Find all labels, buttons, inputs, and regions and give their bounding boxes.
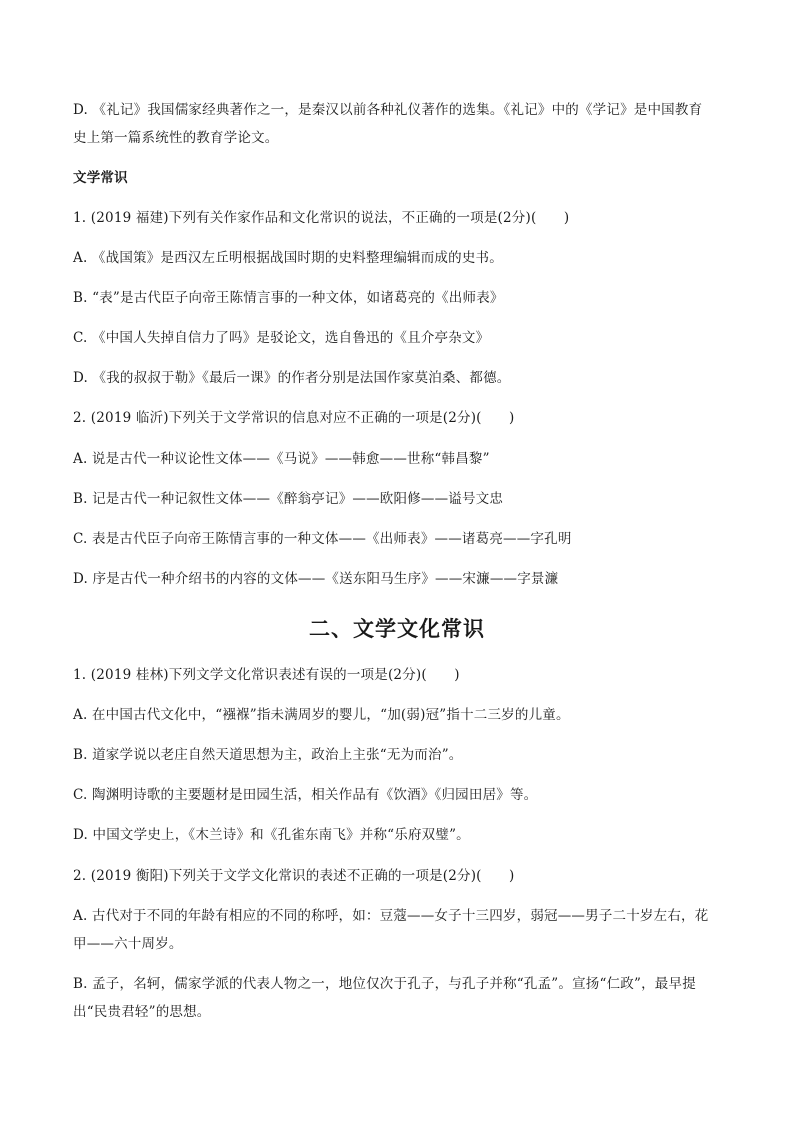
question-1-option-c: C. 《中国人失掉自信力了吗》是驳论文，选自鲁迅的《且介亭杂文》 xyxy=(73,330,490,346)
section2-question-2-option-b-line-1: B. 孟子，名轲，儒家学派的代表人物之一，地位仅次于孔子，与孔子并称“孔孟”。宣扬“仁政”，最早提 xyxy=(73,976,696,992)
question-1-option-d: D. 《我的叔叔于勒》《最后一课》的作者分别是法国作家莫泊桑、都德。 xyxy=(73,370,511,386)
section2-question-1-option-b: B. 道家学说以老庄自然天道思想为主，政治上主张“无为而治”。 xyxy=(73,747,463,763)
heading-literature-knowledge: 文学常识 xyxy=(73,170,128,186)
question-2-option-c: C. 表是古代臣子向帝王陈情言事的一种文体——《出师表》——诸葛亮——字孔明 xyxy=(73,531,572,547)
option-d-liji-line-2: 史上第一篇系统性的教育学论文。 xyxy=(73,130,279,146)
question-1-option-b: B. “表”是古代臣子向帝王陈情言事的一种文体，如诸葛亮的《出师表》 xyxy=(73,290,504,306)
section2-question-2-stem: 2. (2019 衡阳)下列关于文学文化常识的表述不正确的一项是(2分)( ) xyxy=(73,868,515,884)
section2-question-1-option-d: D. 中国文学史上，《木兰诗》和《孔雀东南飞》并称“乐府双璧”。 xyxy=(73,827,470,843)
section-title: 二、文学文化常识 xyxy=(309,617,485,641)
section2-question-2-option-a-line-2: 甲——六十周岁。 xyxy=(73,936,183,952)
question-2-option-b: B. 记是古代一种记叙性文体——《醉翁亭记》——欧阳修——谥号文忠 xyxy=(73,491,504,507)
option-d-liji-line-1: D. 《礼记》我国儒家经典著作之一，是秦汉以前各种礼仪著作的选集。《礼记》中的《学记》是中国教育 xyxy=(73,102,703,118)
question-1-option-a: A. 《战国策》是西汉左丘明根据战国时期的史料整理编辑而成的史书。 xyxy=(73,250,503,266)
section2-question-1-option-a: A. 在中国古代文化中，“襁褓”指未满周岁的婴儿，“加(弱)冠”指十二三岁的儿童。 xyxy=(73,707,570,723)
question-2-option-a: A. 说是古代一种议论性文体——《马说》——韩愈——世称“韩昌黎” xyxy=(73,451,490,467)
question-2-stem: 2. (2019 临沂)下列关于文学常识的信息对应不正确的一项是(2分)( ) xyxy=(73,410,515,426)
section2-question-2-option-a-line-1: A. 古代对于不同的年龄有相应的不同的称呼，如：豆蔻——女子十三四岁，弱冠——男子二十岁左右，花 xyxy=(73,908,709,924)
section2-question-1-option-c: C. 陶渊明诗歌的主要题材是田园生活，相关作品有《饮酒》《归园田居》等。 xyxy=(73,787,538,803)
question-1-stem: 1. (2019 福建)下列有关作家作品和文化常识的说法，不正确的一项是(2分)( ) xyxy=(73,210,570,226)
section2-question-1-stem: 1. (2019 桂林)下列文学文化常识表述有误的一项是(2分)( ) xyxy=(73,667,460,683)
section2-question-2-option-b-line-2: 出“民贵君轻”的思想。 xyxy=(73,1004,211,1020)
question-2-option-d: D. 序是古代一种介绍书的内容的文体——《送东阳马生序》——宋濂——字景濂 xyxy=(73,571,559,587)
